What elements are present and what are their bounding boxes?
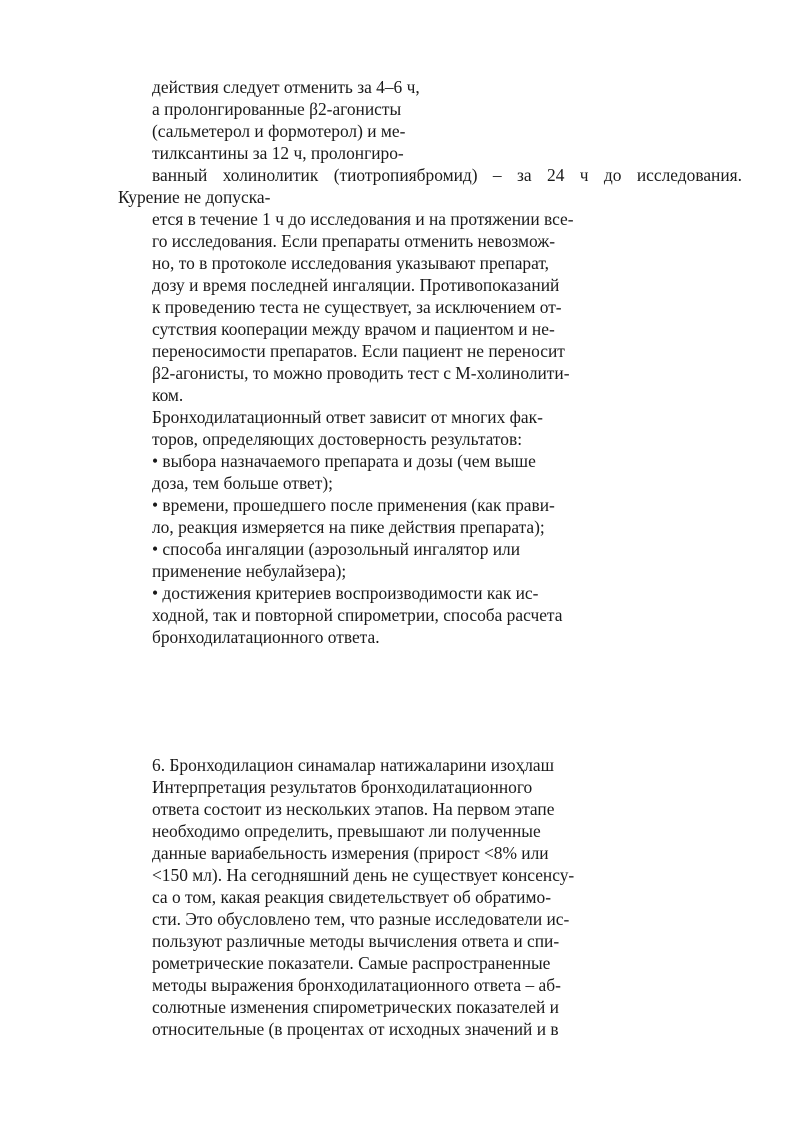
text-line: солютные изменения спирометрических показателей и <box>152 997 559 1017</box>
text-line: го исследования. Если препараты отменить невозмож- <box>152 231 556 251</box>
text-line: Бронходилатационный ответ зависит от многих фак- <box>152 407 543 427</box>
bullet-line: • достижения критериев воспроизводимости как ис- <box>152 583 539 603</box>
text-line: сти. Это обусловлено тем, что разные исследователи ис- <box>152 909 570 929</box>
text-line: тилксантины за 12 ч, пролонгиро- <box>152 143 404 163</box>
text-line: к проведению теста не существует, за исключением от- <box>152 297 562 317</box>
text-line: доза, тем больше ответ); <box>152 473 333 493</box>
text-line: Интерпретация результатов бронходилатационного <box>152 777 533 797</box>
text-line: бронходилатационного ответа. <box>152 627 380 647</box>
text-line: применение небулайзера); <box>152 561 347 581</box>
section-heading: 6. Бронходилацион синамалар натижаларини изоҳлаш <box>152 755 555 775</box>
text-line: ходной, так и повторной спирометрии, способа расчета <box>152 605 563 625</box>
text-line: торов, определяющих достоверность результатов: <box>152 429 523 449</box>
text-line-justified: ванный холинолитик (тиотропиябромид) – за 24 ч до исследования. <box>152 165 742 185</box>
text-line: но, то в протоколе исследования указывают препарат, <box>152 253 550 273</box>
text-line: ответа состоит из нескольких этапов. На первом этапе <box>152 799 555 819</box>
text-line: (сальметерол и формотерол) и ме- <box>152 121 406 141</box>
text-line: β2-агонисты, то можно проводить тест с М-холинолити- <box>152 363 570 383</box>
text-line: необходимо определить, превышают ли полученные <box>152 821 541 841</box>
text-line: сутствия кооперации между врачом и пациентом и не- <box>152 319 555 339</box>
text-line: переносимости препаратов. Если пациент не переносит <box>152 341 565 361</box>
text-line: Курение не допуска- <box>118 187 271 207</box>
bullet-line: • времени, прошедшего после применения (как прави- <box>152 495 555 515</box>
text-line: ло, реакция измеряется на пике действия препарата); <box>152 517 545 537</box>
text-line: <150 мл). На сегодняшний день не существует консенсу- <box>152 865 575 885</box>
text-line: относительные (в процентах от исходных значений и в <box>152 1019 559 1039</box>
bullet-line: • выбора назначаемого препарата и дозы (чем выше <box>152 451 536 471</box>
text-line: действия следует отменить за 4–6 ч, <box>152 77 420 97</box>
bullet-line: • способа ингаляции (аэрозольный ингалятор или <box>152 539 521 559</box>
text-line: ется в течение 1 ч до исследования и на протяжении все- <box>152 209 574 229</box>
text-line: данные вариабельность измерения (прирост <8% или <box>152 843 549 863</box>
text-line: а пролонгированные β2-агонисты <box>152 99 402 119</box>
text-line: дозу и время последней ингаляции. Противопоказаний <box>152 275 560 295</box>
text-line: са о том, какая реакция свидетельствует об обратимо- <box>152 887 551 907</box>
text-line: ком. <box>152 385 184 405</box>
text-line: методы выражения бронходилатационного ответа – аб- <box>152 975 561 995</box>
text-line: пользуют различные методы вычисления ответа и спи- <box>152 931 560 951</box>
text-line: рометрические показатели. Самые распространенные <box>152 953 551 973</box>
